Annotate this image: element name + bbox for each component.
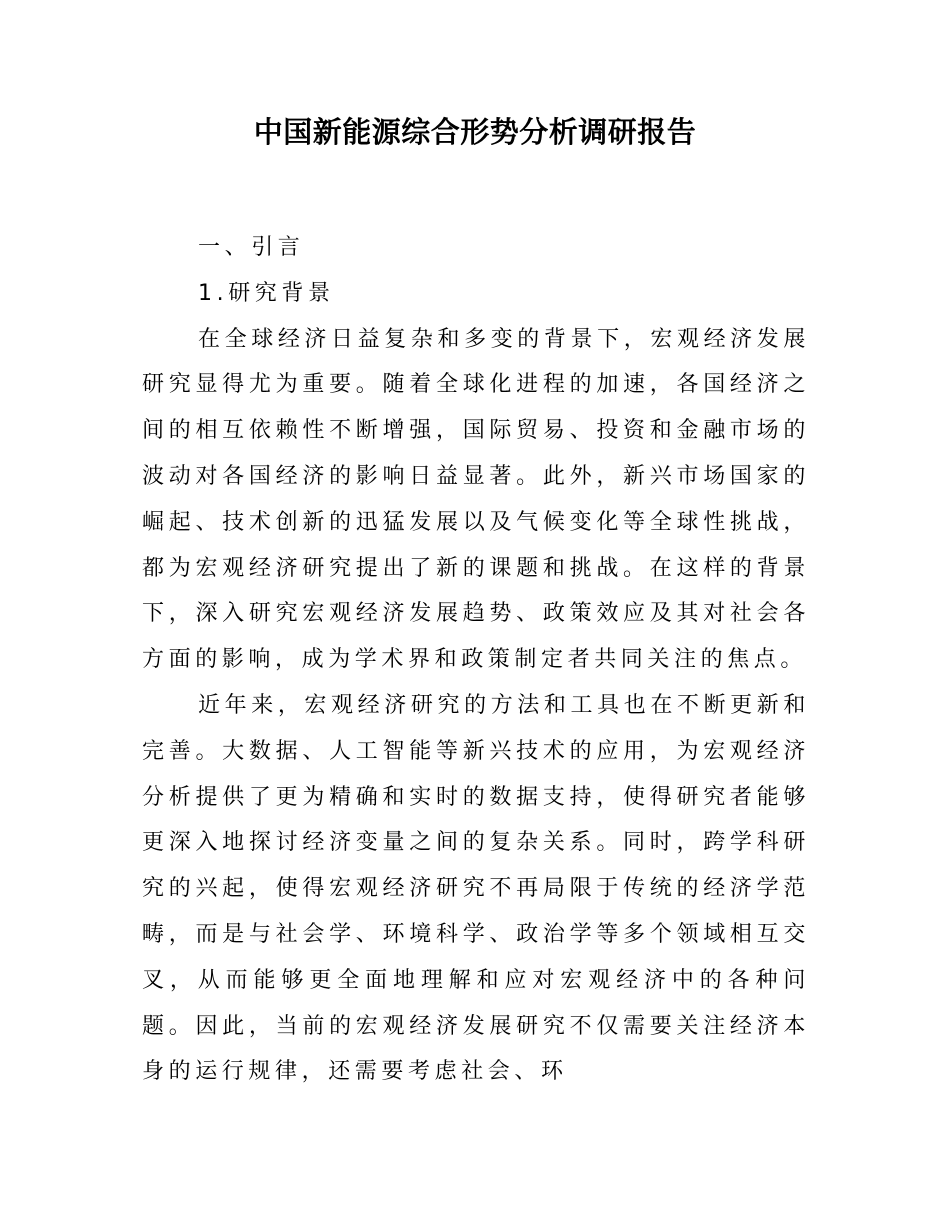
- document-title: 中国新能源综合形势分析调研报告: [253, 115, 697, 149]
- document-body: [142, 225, 810, 1095]
- paragraph: 在全球经济日益复杂和多变的背景下，宏观经济发展研究显得尤为重要。随着全球化进程的加速，各国经济之间的相互依赖性不断增强，国际贸易、投资和金融市场的波动对各国经济的影响日益显著。此外，新兴市场国家的崛起、技术创新的迅猛发展以及气候变化等全球性挑战，都为宏观经济研究提出了新的课题和挑战。在这样的背景下，深入研究宏观经济发展趋势、政策效应及其对社会各方面的影响，成为学术界和政策制定者共同关注的焦点。: [142, 326, 810, 673]
- paragraph: 近年来，宏观经济研究的方法和工具也在不断更新和完善。大数据、人工智能等新兴技术的应用，为宏观经济分析提供了更为精确和实时的数据支持，使得研究者能够更深入地探讨经济变量之间的复杂关系。同时，跨学科研究的兴起，使得宏观经济研究不再局限于传统的经济学范畴，而是与社会学、环境科学、政治学等多个领域相互交叉，从而能够更全面地理解和应对宏观经济中的各种问题。因此，当前的宏观经济发展研究不仅需要关注经济本身的运行规律，还需要考虑社会、环: [142, 692, 810, 1085]
- subsection-heading: 1.研究背景: [198, 280, 335, 306]
- section-heading: 一、引言: [198, 235, 305, 260]
